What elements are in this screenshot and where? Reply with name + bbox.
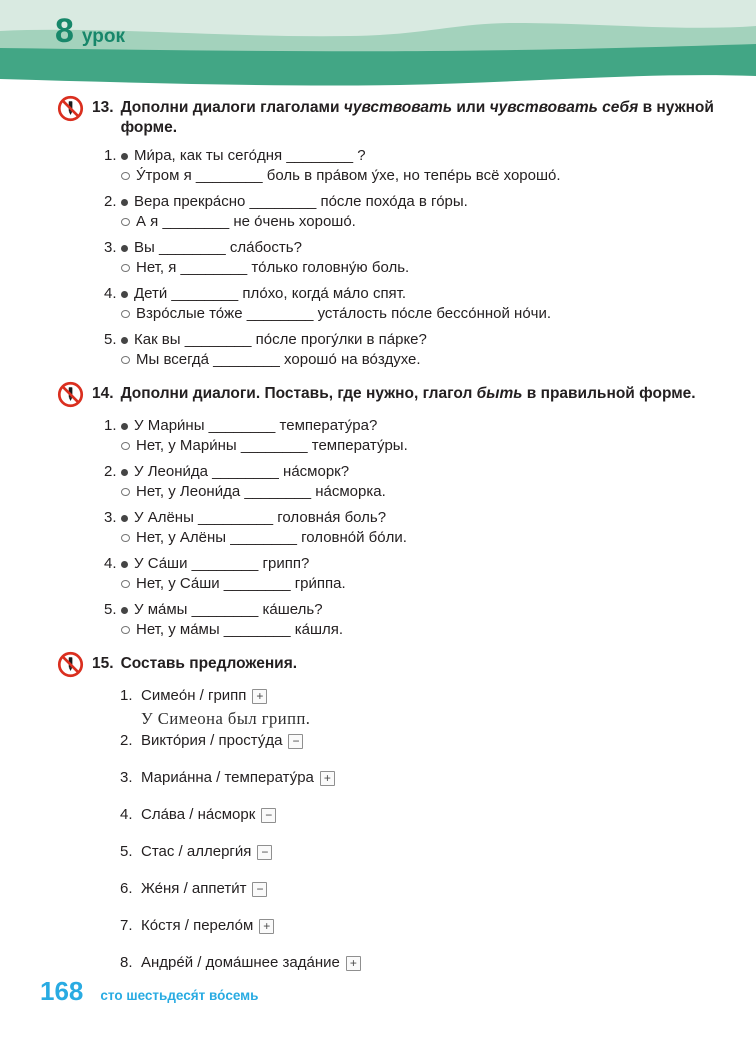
dialog-item bbox=[104, 416, 756, 456]
page-number: 168 bbox=[40, 976, 84, 1006]
title-italic: чувствовать bbox=[343, 99, 453, 116]
dialog-text: У Мари́ны ________ температу́ра? bbox=[134, 417, 378, 434]
no-writing-icon bbox=[57, 95, 84, 122]
open-bullet-icon bbox=[121, 580, 130, 588]
open-bullet-icon bbox=[121, 356, 130, 364]
item-number: 6. bbox=[120, 880, 133, 897]
plus-icon: + bbox=[320, 771, 335, 786]
sentence-prompt: Ко́стя / перело́м bbox=[141, 917, 254, 934]
lesson-label: урок bbox=[81, 26, 125, 47]
dialog-text: Нет, у Алёны ________ головно́й бо́ли. bbox=[136, 529, 407, 546]
dialog-question-line bbox=[104, 600, 756, 620]
sentence-prompt: Викто́рия / просту́да bbox=[141, 732, 283, 749]
sentence-item bbox=[120, 768, 756, 788]
sentence-list bbox=[0, 686, 756, 973]
title-text: Дополни диалоги. Поставь, где нужно, глагол bbox=[120, 385, 477, 402]
dialog-text: Нет, у Мари́ны ________ температу́ры. bbox=[136, 437, 408, 454]
open-bullet-icon bbox=[121, 488, 130, 496]
exercise-title bbox=[121, 98, 756, 138]
no-writing-icon bbox=[57, 651, 84, 678]
dialog-text: У́тром я ________ боль в пра́вом у́хе, но тепе́рь всё хорошо́. bbox=[136, 167, 561, 184]
page-content bbox=[0, 92, 756, 990]
dialog-answer-line bbox=[104, 304, 756, 324]
dialog-question-line bbox=[104, 192, 756, 212]
item-number: 3. bbox=[104, 239, 117, 256]
item-number: 3. bbox=[104, 509, 117, 526]
dialog-question-line bbox=[104, 284, 756, 304]
sentence-prompt: Стас / аллерги́я bbox=[141, 843, 252, 860]
open-bullet-icon bbox=[121, 626, 130, 634]
dialog-text: Вы ________ сла́бость? bbox=[134, 239, 302, 256]
dialog-text: Как вы ________ по́сле прогу́лки в па́рке? bbox=[134, 331, 427, 348]
title-text: в правильной форме. bbox=[522, 385, 696, 402]
filled-bullet-icon bbox=[121, 245, 128, 252]
dialog-answer-line bbox=[104, 620, 756, 640]
exercise-13-header bbox=[0, 98, 756, 138]
title-text: в нужной форме. bbox=[120, 99, 714, 136]
sentence-item bbox=[120, 953, 756, 973]
title-text: Дополни диалоги глаголами bbox=[120, 99, 344, 116]
item-number: 4. bbox=[104, 555, 117, 572]
dialog-item bbox=[104, 146, 756, 186]
filled-bullet-icon bbox=[121, 199, 128, 206]
exercise-14-header bbox=[0, 384, 756, 408]
sentence-item bbox=[120, 686, 756, 730]
item-number: 1. bbox=[120, 687, 133, 704]
page-number-words: сто шестьдеся́т во́семь bbox=[100, 988, 259, 1003]
filled-bullet-icon bbox=[121, 469, 128, 476]
sentence-prompt: Же́ня / аппети́т bbox=[141, 880, 247, 897]
title-text: или bbox=[452, 99, 490, 116]
exercise-number: 15. bbox=[92, 655, 114, 672]
dialog-text: А я ________ не о́чень хорошо́. bbox=[136, 213, 356, 230]
filled-bullet-icon bbox=[121, 423, 128, 430]
item-number: 5. bbox=[120, 843, 133, 860]
filled-bullet-icon bbox=[121, 153, 128, 160]
handwritten-answer: У Симеона был грипп. bbox=[141, 709, 311, 728]
item-number: 5. bbox=[104, 601, 117, 618]
dialog-item bbox=[104, 238, 756, 278]
item-number: 2. bbox=[120, 732, 133, 749]
item-number: 3. bbox=[120, 769, 133, 786]
exercise-title bbox=[121, 384, 696, 404]
dialog-text: У Леони́да ________ на́сморк? bbox=[134, 463, 350, 480]
sentence-prompt: Андре́й / дома́шнее зада́ние bbox=[141, 954, 340, 971]
plus-icon: + bbox=[252, 689, 267, 704]
dialog-item bbox=[104, 554, 756, 594]
lesson-heading bbox=[55, 14, 125, 48]
minus-icon: − bbox=[288, 734, 303, 749]
title-text: Составь предложения. bbox=[120, 655, 298, 672]
sentence-item bbox=[120, 731, 756, 751]
dialog-question-line bbox=[104, 554, 756, 574]
dialog-answer-line bbox=[104, 574, 756, 594]
open-bullet-icon bbox=[121, 264, 130, 272]
dialog-text: У Са́ши ________ грипп? bbox=[134, 555, 310, 572]
item-number: 4. bbox=[120, 806, 133, 823]
item-number: 8. bbox=[120, 954, 133, 971]
open-bullet-icon bbox=[121, 442, 130, 450]
sentence-item bbox=[120, 805, 756, 825]
dialog-text: Нет, я ________ то́лько головну́ю боль. bbox=[136, 259, 410, 276]
dialog-answer-line bbox=[104, 436, 756, 456]
sentence-item bbox=[120, 916, 756, 936]
exercise-number: 13. bbox=[92, 99, 114, 116]
item-number: 5. bbox=[104, 331, 117, 348]
item-number: 7. bbox=[120, 917, 133, 934]
sentence-prompt: Симео́н / грипп bbox=[141, 687, 247, 704]
dialog-answer-line bbox=[104, 258, 756, 278]
exercise-title bbox=[121, 654, 298, 674]
plus-icon: + bbox=[346, 956, 361, 971]
dialog-text: У ма́мы ________ ка́шель? bbox=[134, 601, 323, 618]
exercise-15 bbox=[0, 654, 756, 973]
open-bullet-icon bbox=[121, 310, 130, 318]
dialog-answer-line bbox=[104, 350, 756, 370]
exercise-13 bbox=[0, 98, 756, 370]
dialog-answer-line bbox=[104, 482, 756, 502]
dialog-answer-line bbox=[104, 212, 756, 232]
filled-bullet-icon bbox=[121, 291, 128, 298]
item-number: 4. bbox=[104, 285, 117, 302]
item-number: 1. bbox=[104, 147, 117, 164]
sentence-prompt: Мариа́нна / температу́ра bbox=[141, 769, 314, 786]
filled-bullet-icon bbox=[121, 607, 128, 614]
dialog-text: У Алёны _________ головна́я боль? bbox=[134, 509, 387, 526]
title-italic: чувствовать себя bbox=[489, 99, 639, 116]
item-number: 2. bbox=[104, 463, 117, 480]
dialog-text: Нет, у Леони́да ________ на́сморка. bbox=[136, 483, 386, 500]
dialog-text: Дети́ ________ пло́хо, когда́ ма́ло спят. bbox=[134, 285, 407, 302]
lesson-number: 8 bbox=[55, 12, 74, 50]
sentence-prompt: Сла́ва / на́сморк bbox=[141, 806, 256, 823]
minus-icon: − bbox=[257, 845, 272, 860]
open-bullet-icon bbox=[121, 172, 130, 180]
dialog-list bbox=[0, 146, 756, 370]
sentence-item bbox=[120, 842, 756, 862]
dialog-text: Нет, у ма́мы ________ ка́шля. bbox=[136, 621, 344, 638]
exercise-14 bbox=[0, 384, 756, 640]
dialog-text: Ми́ра, как ты сего́дня ________ ? bbox=[134, 147, 366, 164]
plus-icon: + bbox=[259, 919, 274, 934]
dialog-item bbox=[104, 330, 756, 370]
open-bullet-icon bbox=[121, 534, 130, 542]
dialog-text: Нет, у Са́ши ________ гри́ппа. bbox=[136, 575, 346, 592]
filled-bullet-icon bbox=[121, 515, 128, 522]
dialog-question-line bbox=[104, 416, 756, 436]
title-italic: быть bbox=[476, 385, 523, 402]
exercise-15-header bbox=[0, 654, 756, 678]
dialog-question-line bbox=[104, 508, 756, 528]
dialog-text: Вера прекра́сно ________ по́сле похо́да в го́ры. bbox=[134, 193, 468, 210]
dialog-answer-line bbox=[104, 166, 756, 186]
open-bullet-icon bbox=[121, 218, 130, 226]
filled-bullet-icon bbox=[121, 561, 128, 568]
filled-bullet-icon bbox=[121, 337, 128, 344]
dialog-item bbox=[104, 508, 756, 548]
dialog-item bbox=[104, 192, 756, 232]
exercise-number: 14. bbox=[92, 385, 114, 402]
no-writing-icon bbox=[57, 381, 84, 408]
dialog-answer-line bbox=[104, 528, 756, 548]
dialog-text: Мы всегда́ ________ хорошо́ на во́здухе. bbox=[136, 351, 421, 368]
dialog-question-line bbox=[104, 462, 756, 482]
dialog-text: Взро́слые то́же ________ уста́лость по́сле бессо́нной но́чи. bbox=[136, 305, 552, 322]
dialog-item bbox=[104, 284, 756, 324]
dialog-list bbox=[0, 416, 756, 640]
dialog-question-line bbox=[104, 330, 756, 350]
dialog-item bbox=[104, 600, 756, 640]
page-header bbox=[0, 0, 756, 92]
page-footer bbox=[40, 976, 258, 1007]
dialog-question-line bbox=[104, 146, 756, 166]
sentence-item bbox=[120, 879, 756, 899]
minus-icon: − bbox=[261, 808, 276, 823]
dialog-question-line bbox=[104, 238, 756, 258]
item-number: 1. bbox=[104, 417, 117, 434]
minus-icon: − bbox=[252, 882, 267, 897]
dialog-item bbox=[104, 462, 756, 502]
item-number: 2. bbox=[104, 193, 117, 210]
